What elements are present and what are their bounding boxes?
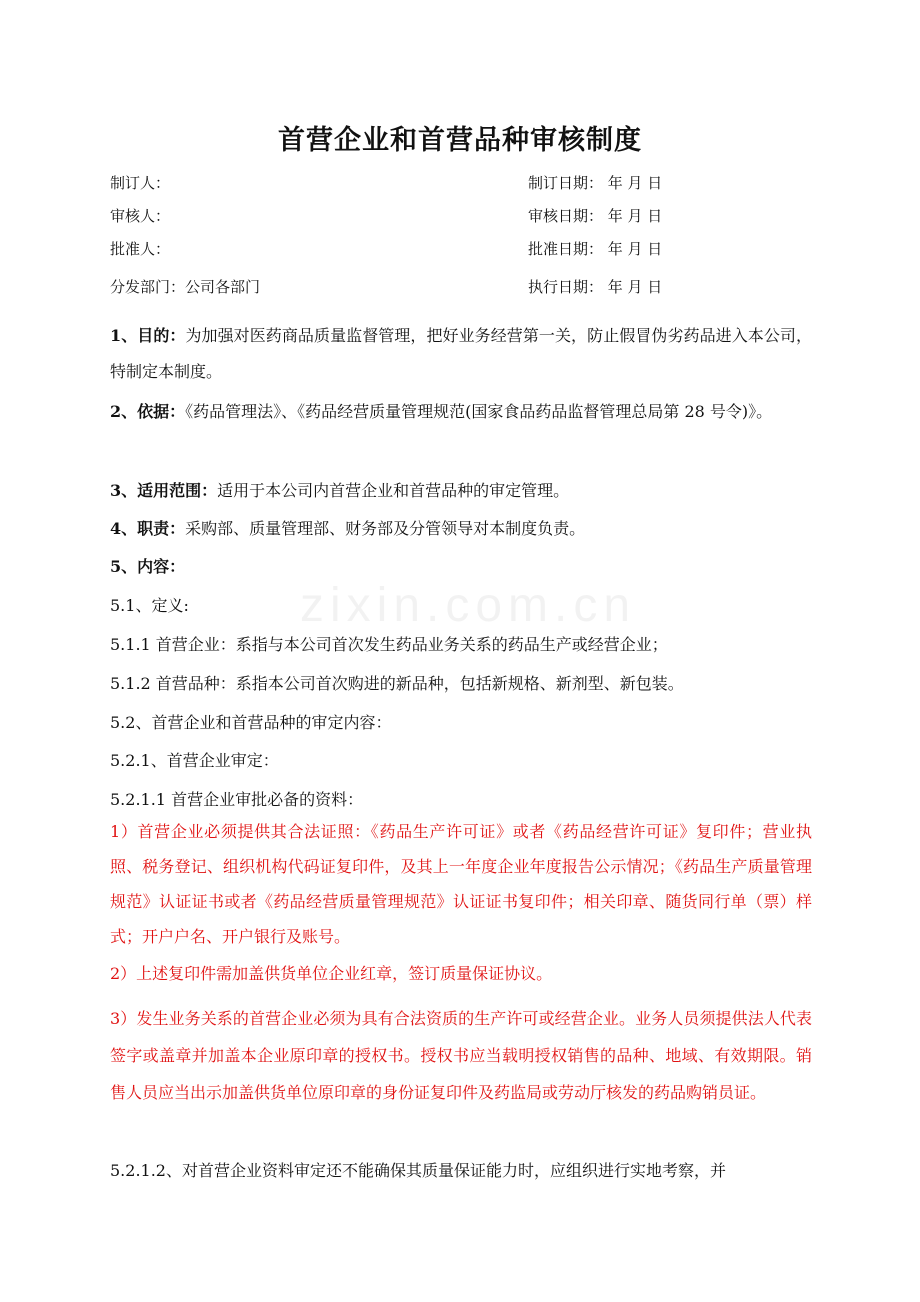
section-content-heading [110, 549, 812, 585]
watermark: zixin.com.cn [300, 579, 637, 632]
meta-drafter-label: 制订人： [110, 174, 171, 192]
section-purpose [110, 318, 812, 390]
section-basis [110, 394, 812, 430]
clause-5-1: 5.1、定义: [110, 596, 189, 615]
requirement-1: 1）首营企业必须提供其合法证照：《药品生产许可证》或者《药品经营许可证》复印件；营业执照、税务登记、组织机构代码证复印件，及其上一年度企业年度报告公示情况；《药品生产质量管理规范》认证证书或者《药品经营质量管理规范》认证证书复印件；相关印章、随货同行单（票）样式；开户户名、开户银行及账号。 [110, 822, 812, 946]
clause-5-1-1: 5.1.1 首营企业：系指与本公司首次发生药品业务关系的药品生产或经营企业； [110, 635, 668, 654]
meta-reviewer-label: 审核人： [110, 207, 171, 225]
section-purpose-heading: 1、目的： [110, 326, 186, 345]
section-scope [110, 473, 812, 509]
clause-5-1-2: 5.1.2 首营品种：系指本公司首次购进的新品种，包括新规格、新剂型、新包装。 [110, 674, 684, 693]
section-basis-heading: 2、依据： [110, 402, 186, 421]
meta-approve-date: 批准日期： 年 月 日 [528, 240, 663, 258]
requirement-2: 2）上述复印件需加盖供货单位企业红章，签订质量保证协议。 [110, 964, 553, 983]
clause-5-2-1-1: 5.2.1.1 首营企业审批必备的资料： [110, 790, 364, 809]
meta-draft-date: 制订日期： 年 月 日 [528, 174, 663, 192]
meta-distribution-dept: 分发部门：公司各部门 [110, 278, 261, 296]
section-content-heading-text: 5、内容： [110, 557, 186, 576]
meta-approver-label: 批准人： [110, 240, 171, 258]
document-title: 首营企业和首营品种审核制度 [278, 125, 642, 156]
section-duty-text: 采购部、质量管理部、财务部及分管领导对本制度负责。 [185, 519, 586, 538]
section-duty [110, 511, 812, 547]
section-scope-heading: 3、适用范围： [110, 481, 218, 500]
meta-review-date: 审核日期： 年 月 日 [528, 207, 663, 225]
clause-5-2: 5.2、首营企业和首营品种的审定内容： [110, 713, 392, 732]
section-scope-text: 适用于本公司内首营企业和首营品种的审定管理。 [217, 481, 570, 500]
section-purpose-text: 为加强对医药商品质量监督管理，把好业务经营第一关，防止假冒伪劣药品进入本公司，特制定本制度。 [110, 326, 812, 381]
clause-5-2-1: 5.2.1、首营企业审定： [110, 751, 279, 770]
meta-effective-date: 执行日期： 年 月 日 [528, 278, 663, 296]
section-basis-text: 《药品管理法》、《药品经营质量管理规范(国家食品药品监督管理总局第 28 号令)》。 [185, 402, 773, 421]
section-duty-heading: 4、职责： [110, 519, 186, 538]
clause-5-2-1-2: 5.2.1.2、对首营企业资料审定还不能确保其质量保证能力时，应组织进行实地考察，并 [110, 1161, 726, 1180]
requirement-3: 3）发生业务关系的首营企业必须为具有合法资质的生产许可或经营企业。业务人员须提供法人代表签字或盖章并加盖本企业原印章的授权书。授权书应当载明授权销售的品种、地域、有效期限。销售人员应当出示加盖供货单位原印章的身份证复印件及药监局或劳动厅核发的药品购销员证。 [110, 1009, 812, 1102]
